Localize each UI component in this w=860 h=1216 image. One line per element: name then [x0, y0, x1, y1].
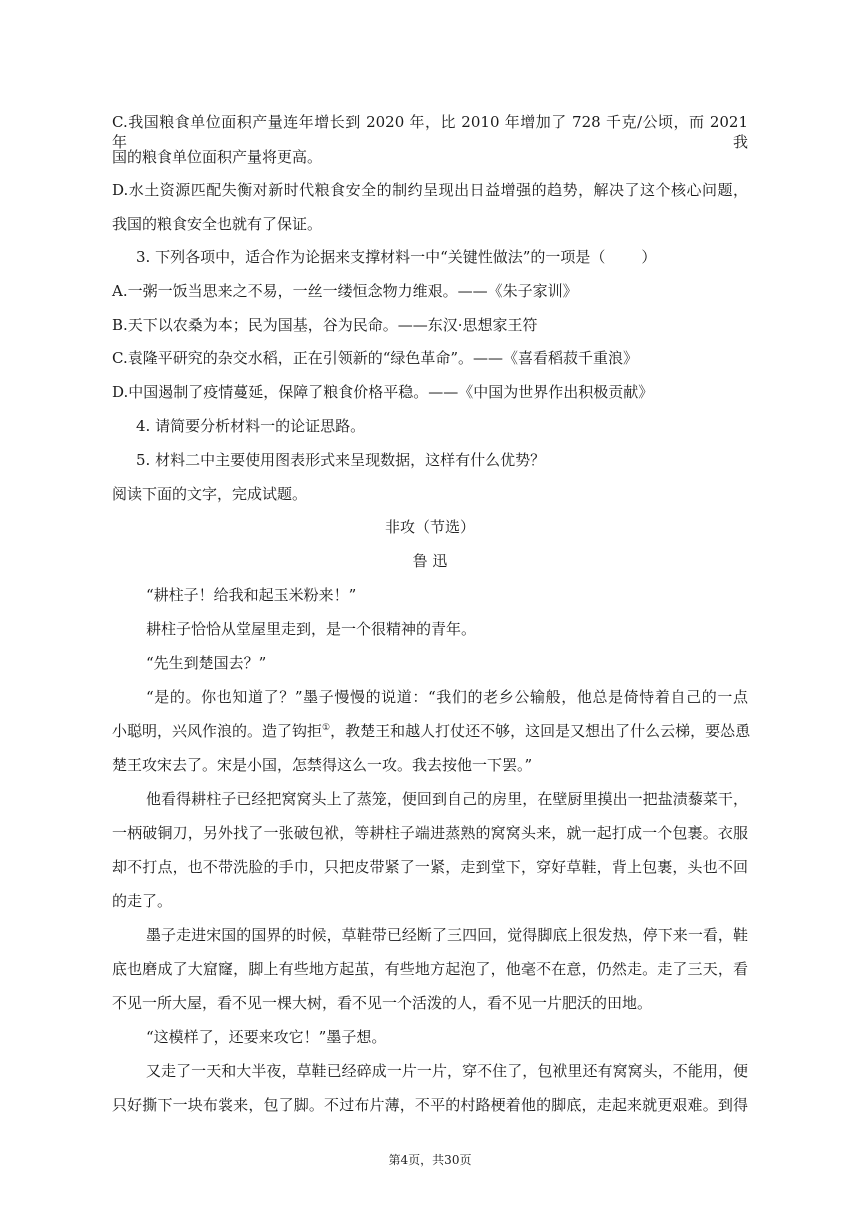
- story-paragraph-4-line3: 楚王攻宋去了。宋是小国，怎禁得这么一攻。我去按他一下罢。”: [112, 756, 533, 774]
- footnote-marker: ①: [322, 723, 331, 733]
- page-footer: 第4页，共30页: [388, 1153, 472, 1167]
- story-title: 非攻（节选）: [384, 518, 475, 536]
- option-c-line2: 国的粮食单位面积产量将更高。: [112, 148, 323, 166]
- option-d-line2: 我国的粮食安全也就有了保证。: [112, 215, 323, 233]
- story-p4-l2-text-b: ，教楚王和越人打仗还不够，这回是又想出了什么云梯，要怂恿: [330, 722, 751, 740]
- story-paragraph-5-line4: 的走了。: [112, 892, 173, 910]
- question-5: 5. 材料二中主要使用图表形式来呈现数据，这样有什么优势？: [136, 451, 546, 469]
- reading-instruction: 阅读下面的文字，完成试题。: [112, 485, 308, 503]
- story-paragraph-5-line3: 却不打点，也不带洗脸的手巾，只把皮带紧了一紧，走到堂下，穿好草鞋，背上包裹，头也不回: [112, 858, 748, 876]
- story-paragraph-5-line1: 他看得耕柱子已经把窝窝头上了蒸笼，便回到自己的房里，在壁厨里摸出一把盐渍藜菜干，: [146, 790, 748, 808]
- story-p4-l2-text-a: 小聪明，兴风作浪的。造了钩拒: [112, 722, 323, 740]
- question-3-option-b: B.天下以农桑为本；民为国基，谷为民命。——东汉·思想家王符: [112, 316, 538, 334]
- story-paragraph-8-line1: 又走了一天和大半夜，草鞋已经碎成一片一片，穿不住了，包袱里还有窝窝头，不能用，便: [146, 1062, 748, 1080]
- option-c-line1: C.我国粮食单位面积产量连年增长到 2020 年，比 2010 年增加了 728 千克/公顷，而 2021 年我: [112, 113, 748, 151]
- story-paragraph-4-line1: “是的。你也知道了？”墨子慢慢的说道：“我们的老乡公输般，他总是倚恃着自己的一点: [146, 688, 748, 706]
- story-paragraph-1: “耕柱子！给我和起玉米粉来！”: [146, 586, 357, 604]
- option-d-line1: D.水土资源匹配失衡对新时代粮食安全的制约呈现出日益增强的趋势，解决了这个核心问题，: [112, 181, 748, 199]
- story-paragraph-6-line3: 不见一所大屋，看不见一棵大树，看不见一个活泼的人，看不见一片肥沃的田地。: [112, 994, 653, 1012]
- question-3-option-c: C.袁隆平研究的杂交水稻，正在引领新的“绿色革命”。——《喜看稻菽千重浪》: [112, 349, 639, 367]
- story-paragraph-6-line1: 墨子走进宋国的国界的时候，草鞋带已经断了三四回，觉得脚底上很发热，停下来一看，鞋: [146, 926, 748, 944]
- question-3-stem-close: ）: [641, 248, 657, 266]
- question-3-stem-text: 3. 下列各项中，适合作为论据来支撑材料一中“关键性做法”的一项是（: [136, 248, 606, 266]
- story-paragraph-2: 耕柱子恰恰从堂屋里走到，是一个很精神的青年。: [146, 620, 477, 638]
- story-paragraph-6-line2: 底也磨成了大窟窿，脚上有些地方起茧，有些地方起泡了，他毫不在意，仍然走。走了三天，看: [112, 960, 748, 978]
- story-paragraph-3: “先生到楚国去？”: [146, 654, 267, 672]
- question-3-option-d: D.中国遏制了疫情蔓延，保障了粮食价格平稳。——《中国为世界作出积极贡献》: [112, 383, 654, 401]
- question-3-option-a: A.一粥一饭当思来之不易，一丝一缕恒念物力维艰。——《朱子家训》: [112, 282, 578, 300]
- story-author: 鲁 迅: [412, 552, 448, 570]
- story-paragraph-5-line2: 一柄破铜刀，另外找了一张破包袱，等耕柱子端进蒸熟的窝窝头来，就一起打成一个包裹。衣服: [112, 824, 748, 842]
- story-paragraph-7: “这模样了，还要来攻它！”墨子想。: [146, 1028, 387, 1046]
- story-paragraph-8-line2: 只好撕下一块布裳来，包了脚。不过布片薄，不平的村路梗着他的脚底，走起来就更艰难。到得: [112, 1096, 748, 1114]
- story-paragraph-4-line2: [112, 721, 751, 741]
- question-4: 4. 请简要分析材料一的论证思路。: [136, 417, 366, 435]
- question-3-stem: [136, 247, 656, 267]
